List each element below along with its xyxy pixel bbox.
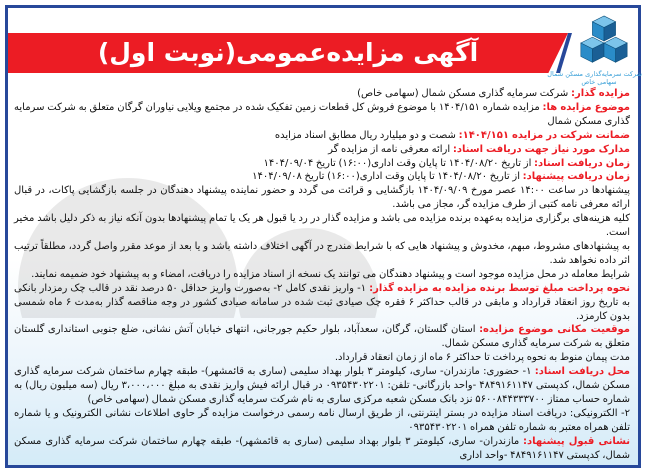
section-conditional-offers: [14, 240, 630, 268]
section-text: مزایده شماره ۱۴۰۴/۱۵۱ با موضوع فروش کل قطعات زمین تفکیک شده در مجتمع ویلایی نیاوران گرگان متعلق به شرکت سرمایه گذاری مسکن شمال: [14, 101, 630, 127]
company-logo-icon: [576, 14, 632, 70]
section-electronic: [14, 407, 630, 435]
section-offer-time: [14, 170, 630, 184]
notice-body: [14, 87, 630, 462]
section-required-docs: [14, 143, 630, 157]
section-text: کلیه هزینه‌های برگزاری مزایده به‌عهده برنده مزایده می باشد و مزایده گذار در رد یا قبول هر یک یا تمام پیشنهادها بدون آنکه نیاز به ذکر دلیل باشد مخیر است.: [14, 213, 630, 239]
section-label: محل دریافت اسناد:: [534, 366, 630, 378]
section-text: ارائه معرفی نامه از مزایده گر: [328, 143, 453, 155]
section-subject: [14, 101, 630, 129]
section-costs: [14, 212, 630, 240]
section-text: شصت و دو میلیارد ریال مطابق اسناد مزایده: [274, 129, 459, 141]
section-text: مدت پیمان منوط به نحوه پرداخت تا حداکثر ۶ ماه از زمان انعقاد قرارداد.: [334, 352, 630, 364]
section-guarantee: [14, 129, 630, 143]
company-name: [547, 70, 642, 86]
section-text: شرکت سرمایه گذاری مسکن شمال (سهامی خاص): [357, 88, 571, 99]
section-contract-duration: [14, 351, 630, 365]
section-text: از تاریخ ۱۴۰۴/۰۸/۲۰ تا پایان وقت اداری(۱۶:۰۰) تاریخ ۱۴۰۴/۰۹/۰۸: [252, 171, 523, 183]
section-text: ۲- الکترونیکی: دریافت اسناد مزایده در بستر اینترنتی، از طریق ارسال نامه رسمی درخواست مزایده گر حاوی اطلاعات نشانی الکترونیک و یا شماره تلفن همراه معتبر به شماره تلفن همراه ۰۹۳۵۴۳۰۲۲۰۱: [14, 407, 630, 433]
section-label: مزایده گذار:: [570, 88, 630, 99]
section-opening: [14, 184, 630, 212]
section-text: استان گلستان، گرگان، سعدآباد، بلوار حکیم جورجانی، انتهای خیابان آتش نشانی، ضلع جنوبی استانداری گلستان متعلق به شرکت سرمایه گذاری مسکن شمال.: [14, 324, 630, 350]
section-text: ۱- واریز نقدی کامل ۲- به‌صورت واریز حداقل ۵۰ درصد نقد در قالب چک رمزدار بانکی به تاریخ روز انعقاد قرارداد و مابقی در قالب حداکثر ۶ فقره چک صیادی ثبت شده در سامانه صیادی کشور در وجه مناقصه گذار به‌مدت ۶ ماه شمسی بدون کارمزد.: [14, 282, 630, 322]
section-label: مدارک مورد نیاز جهت دریافت اسناد:: [452, 143, 630, 155]
company-name-line1: شرکت سرمایه‌گذاری مسکن شمال: [547, 70, 642, 78]
section-label: زمان دریافت اسناد:: [534, 157, 630, 169]
section-text: پیشنهادها در ساعت ۱۴:۰۰ عصر مورخ ۱۴۰۴/۰۹/۰۹ بازگشایی و قرائت می گردد و حضور نماینده پیشنهاد دهندگان در جلسه بازگشایی پاکات، در قبال ارائه معرفی نامه کتبی از طرف مزایده گر، مجاز می باشد.: [14, 185, 631, 211]
section-offer-address: [14, 435, 630, 463]
section-location: [14, 323, 630, 351]
section-terms: [14, 268, 630, 282]
company-name-line2: سهامی خاص: [581, 78, 617, 86]
section-payment: [14, 282, 630, 324]
section-label: موضوع مزایده ها:: [542, 101, 630, 113]
section-auctioneer: [14, 87, 630, 101]
section-text: شرایط معامله در محل مزایده موجود است و پیشنهاد دهندگان می توانند یک نسخه از اسناد مزایده را دریافت، امضاء و به پیشنهاد خود ضمیمه نمایند.: [31, 268, 630, 280]
section-text: مازندران- ساری، کیلومتر ۳ بلوار بهداد سلیمی (ساری به قائمشهر)- طبقه چهارم ساختمان شرکت سرمایه گذاری مسکن شمال، کدپستی ۴۸۴۹۱۶۱۱۴۷ -واحد اداری: [14, 435, 630, 461]
section-label: نشانی قبول پیشنهاد:: [523, 435, 631, 447]
section-label: موقعیت مکانی موضوع مزایده:: [479, 324, 630, 336]
section-label: نحوه پرداخت مبلغ توسط برنده مزایده به مزایده گذار:: [369, 282, 630, 294]
section-label: زمان دریافت پیشنهاد:: [522, 171, 630, 183]
section-text: به پیشنهادهای مشروط، مبهم، مخدوش و پیشنهاد هایی که با شرایط مندرج در آگهی اختلاف داشته باشد و یا بعد از موعد مقرر واصل گردد، مطلقاً ترتیب اثر داده نخواهد شد.: [14, 240, 630, 266]
section-docs-time: [14, 157, 630, 171]
section-text: از تاریخ ۱۴۰۴/۰۸/۲۰ تا پایان وقت اداری(۱۶:۰۰) تاریخ ۱۴۰۴/۰۹/۰۴: [263, 157, 535, 169]
notice-frame: [5, 5, 641, 468]
section-docs-place: [14, 365, 630, 407]
section-text: ۱- حضوری: مازندران- ساری، کیلومتر ۳ بلوار بهداد سلیمی (ساری به قائمشهر)- طبقه چهارم ساختمان شرکت سرمایه گذاری مسکن شمال، کدپستی ۴۸۴۹۱۶۱۱۴۷ -واحد بازرگانی- تلفن: ۰۹۳۵۴۳۰۲۲۰۱ در قبال ارائه فیش واریز نقدی به مبلغ ۳،۰۰۰،۰۰۰ ریال (سه میلیون ریال) به شماره حساب ممتاز ۵۶۰۰۸۴۴۳۳۳۷۰۰ نزد بانک مسکن شعبه مرکزی ساری به نام شرکت سرمایه گذاری مسکن شمال (سهامی خاص): [14, 366, 630, 405]
section-label: ضمانت شرکت در مزایده ۱۴۰۴/۱۵۱:: [458, 129, 630, 141]
page-title: آگهی مزایده‌عمومی(نوبت اول): [97, 38, 479, 67]
